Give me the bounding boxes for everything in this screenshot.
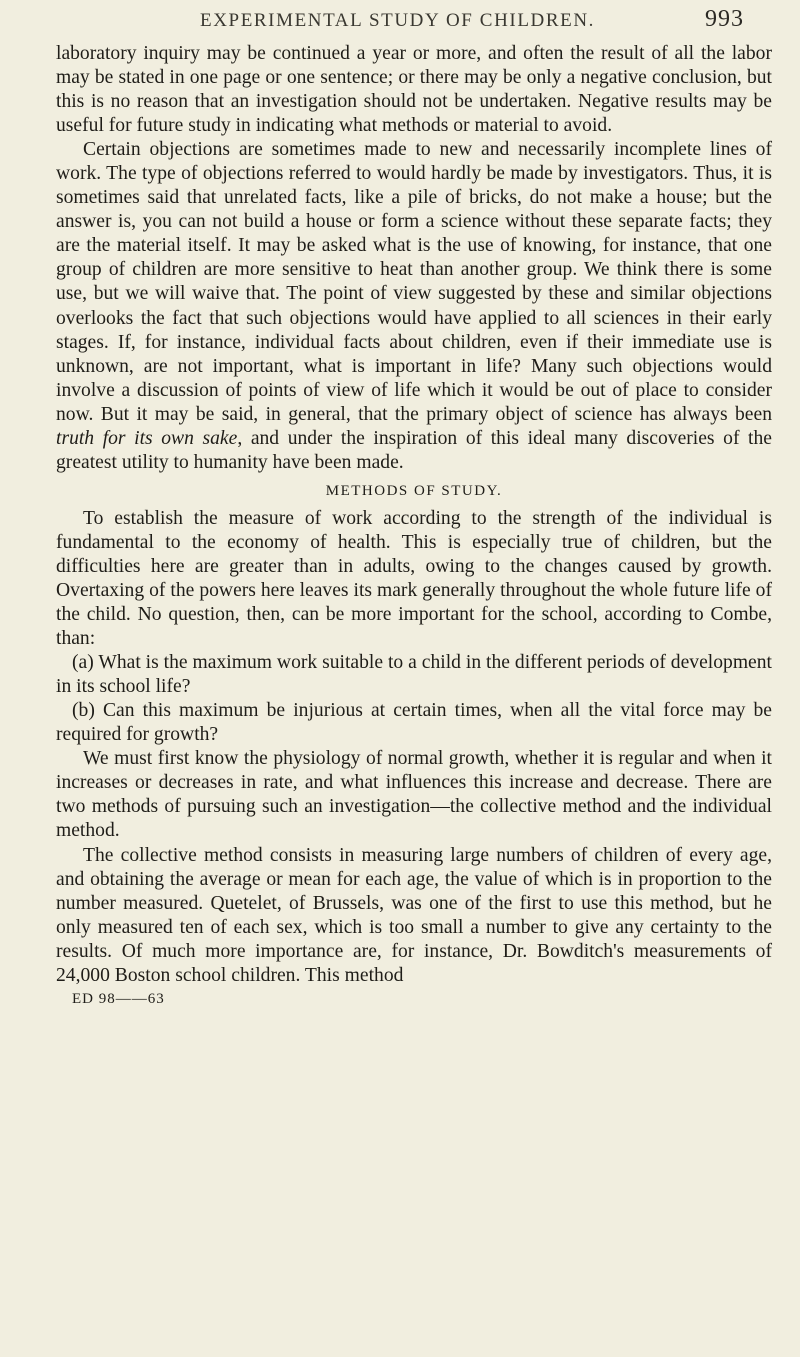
page-number: 993 [705,6,744,32]
paragraph-continuation: laboratory inquiry may be continued a year or more, and often the result of all the labor may be stated in one page or one sentence; or there may be only a negative conclusion, but this is no reason that an investigation should not be undertaken. Negative results may be useful for future study in indicating what methods or material to avoid. [56,43,772,137]
paragraph-objections [56,138,772,475]
question-b-text: Can this maximum be injurious at certain times, when all the vital force may be required for growth? [56,700,772,746]
italic-phrase: truth for its own sake [56,427,238,449]
printer-signature: ED 98——63 [72,990,165,1007]
section-heading: METHODS OF STUDY. [325,482,503,499]
question-b [56,699,772,747]
running-head [0,6,800,36]
question-a [56,651,772,699]
paragraph-measure-of-work: To establish the measure of work according to the strength of the individual is fundamental to the economy of health. This is especially true of children, but the difficulties here are greater than in adults, owing to the changes caused by growth. Overtaxing of the powers here leaves its mark generally throughout the whole future life of the child. No question, then, can be more important for the school, according to Combe, than: [56,507,772,650]
objections-text-end: , and under the inspiration of this ideal many discoveries of the greatest utility to humanity have been made. [56,427,772,473]
running-title: EXPERIMENTAL STUDY OF CHILDREN. [200,10,595,31]
paragraph-physiology: We must first know the physiology of normal growth, whether it is regular and when it increases or decreases in rate, and what influences this increase and decrease. There are two methods of pursuing such an investigation—the collective method and the individual method. [56,748,772,842]
question-b-marker: (b) [72,700,95,722]
body-text [56,42,772,1010]
objections-text: Certain objections are sometimes made to new and necessarily incomplete lines of work. The type of objections referred to would hardly be made by investigators. Thus, it is sometimes said that unrelated facts, like a pile of bricks, do not make a house; but the answer is, you can not build a house or form a science without these separate facts; they are the material itself. It may be asked what is the use of knowing, for instance, that one group of children are more sensitive to heat than another group. We think there is some use, but we will waive that. The point of view suggested by these and similar objections overlooks the fact that such objections would have applied to all sciences in their early stages. If, for instance, individual facts about children, even if their immediate use is unknown, are not important, what is important in life? Many such objections would involve a discussion of points of view of life which it would be out of place to consider now. But it may be said, in general, that the primary object of science has always been [56,139,772,425]
question-a-text: What is the maximum work suitable to a child in the different periods of development in its school life? [56,652,772,698]
question-a-marker: (a) [72,652,94,674]
paragraph-collective-method: The collective method consists in measuring large numbers of children of every age, and obtaining the average or mean for each age, the value of which is in proportion to the number measured. Quetelet, of Brussels, was one of the first to use this method, but he only measured ten of each sex, which is too small a number to give any certainty to the results. Of much more importance are, for instance, Dr. Bowditch's measurements of 24,000 Boston school children. This method [56,844,772,986]
